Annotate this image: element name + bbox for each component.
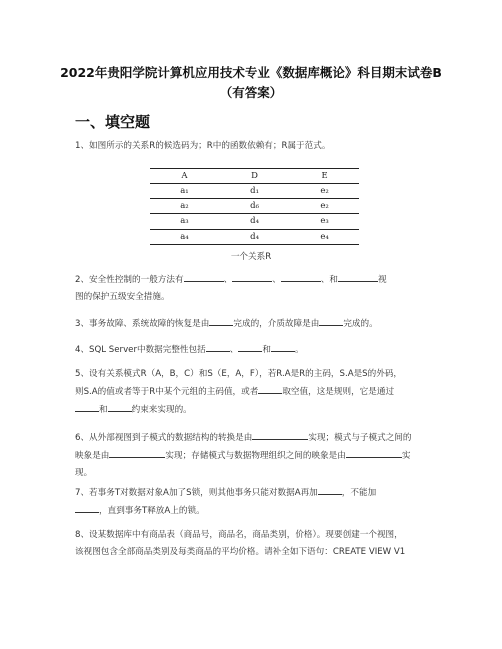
blank-line bbox=[281, 271, 321, 282]
q5-text: 5、设有关系模式R（A，B，C）和S（E，A，F），若R.A是R的主码，S.A是S的外码， bbox=[75, 369, 403, 379]
table-cell: a₁ bbox=[150, 184, 219, 199]
q3-text: 完成的。 bbox=[343, 319, 378, 329]
question-4 bbox=[75, 341, 435, 359]
question-1: 1、如图所示的关系R的候选码为；R中的函数依赖有；R属于范式。 bbox=[75, 141, 331, 151]
q4-text: 。 bbox=[294, 345, 304, 355]
table-cell: d₄ bbox=[219, 214, 290, 229]
blank-line bbox=[75, 502, 99, 513]
table-cell: e₃ bbox=[290, 214, 359, 229]
q2-text: 视 bbox=[378, 275, 387, 285]
blank-line bbox=[232, 271, 272, 282]
q3-text: 完成的，介质故障是由 bbox=[233, 319, 320, 329]
blank-line bbox=[271, 341, 295, 352]
doc-title-line1: 2022年贵阳学院计算机应用技术专业《数据库概论》科目期末试卷B bbox=[60, 65, 442, 80]
q5-text: 和 bbox=[99, 405, 108, 415]
blank-line bbox=[319, 315, 343, 326]
table-cell: d₆ bbox=[219, 199, 290, 214]
q7-text: ，直到事务T释放A上的锁。 bbox=[99, 506, 205, 516]
blank-line bbox=[206, 341, 230, 352]
question-7 bbox=[75, 484, 435, 520]
table-row bbox=[150, 199, 359, 214]
question-6 bbox=[75, 429, 435, 482]
blank-line bbox=[338, 271, 378, 282]
table-cell: d₄ bbox=[219, 229, 290, 244]
q6-text: 实 bbox=[401, 451, 411, 461]
q6-text: 6、从外部视图到子模式的数据结构的转换是由 bbox=[75, 433, 253, 443]
q6-text: 实现；存储模式与数据物理组织之间的映象是由 bbox=[165, 451, 346, 461]
blank-line bbox=[238, 341, 262, 352]
question-5 bbox=[75, 366, 435, 419]
relation-table bbox=[150, 168, 359, 245]
table-cell: a₃ bbox=[150, 214, 219, 229]
q7-text: ，不能加 bbox=[341, 488, 377, 498]
blank-line bbox=[75, 401, 99, 412]
blank-line bbox=[184, 271, 224, 282]
q2-text: 、 bbox=[223, 275, 233, 285]
q4-text: 和 bbox=[262, 345, 271, 355]
q2-text: 2、安全性控制的一般方法有 bbox=[75, 275, 184, 285]
q4-text: 、 bbox=[229, 345, 239, 355]
section-heading: 一、填空题 bbox=[75, 113, 151, 131]
q8-text: 8、设某数据库中有商品表（商品号，商品名，商品类别，价格）。现要创建一个视图， bbox=[75, 530, 403, 540]
blank-line bbox=[318, 484, 342, 495]
table-cell: a₄ bbox=[150, 229, 219, 244]
question-3 bbox=[75, 315, 435, 333]
q2-text: 图的保护五级安全措施。 bbox=[75, 292, 170, 302]
question-2 bbox=[75, 271, 435, 306]
table-header-cell: D bbox=[219, 169, 290, 184]
table-header-cell: E bbox=[290, 169, 359, 184]
q3-text: 3、事务故障、系统故障的恢复是由 bbox=[75, 319, 210, 329]
q6-text: 实现；模式与子模式之间的 bbox=[308, 433, 412, 443]
table-cell: e₄ bbox=[290, 229, 359, 244]
table-cell: e₂ bbox=[290, 199, 359, 214]
blank-line bbox=[108, 401, 132, 412]
q5-text: 取空值，这是规则，它是通过 bbox=[282, 387, 395, 397]
blank-line bbox=[252, 429, 308, 440]
table-row bbox=[150, 214, 359, 229]
table-cell: e₂ bbox=[290, 184, 359, 199]
blank-line bbox=[258, 383, 282, 394]
q5-text: 则S.A的值或者等于R中某个元组的主码值，或者 bbox=[75, 387, 259, 397]
doc-title-line2: （有答案） bbox=[219, 85, 283, 100]
q6-text: 现。 bbox=[75, 468, 93, 478]
table-caption: 一个关系R bbox=[230, 252, 272, 262]
q6-text: 映象是由 bbox=[75, 451, 110, 461]
table-cell: d₁ bbox=[219, 184, 290, 199]
q4-text: 4、SQL Server中数据完整性包括 bbox=[75, 345, 206, 355]
table-cell: a₂ bbox=[150, 199, 219, 214]
q8-text: 该视图包含全部商品类别及每类商品的平均价格。请补全如下语句：CREATE VIEW V1 bbox=[75, 547, 406, 557]
q2-text: 、 bbox=[272, 275, 281, 285]
question-8 bbox=[75, 527, 435, 561]
blank-line bbox=[209, 315, 233, 326]
table-header-cell: A bbox=[150, 169, 219, 184]
blank-line bbox=[109, 447, 165, 458]
q5-text: 约束来实现的。 bbox=[131, 405, 192, 415]
table-row bbox=[150, 229, 359, 244]
blank-line bbox=[346, 447, 402, 458]
table-row bbox=[150, 184, 359, 199]
q7-text: 7、若事务T对数据对象A加了S锁，则其他事务只能对数据A再加 bbox=[75, 488, 318, 498]
q2-text: 、和 bbox=[320, 275, 339, 285]
